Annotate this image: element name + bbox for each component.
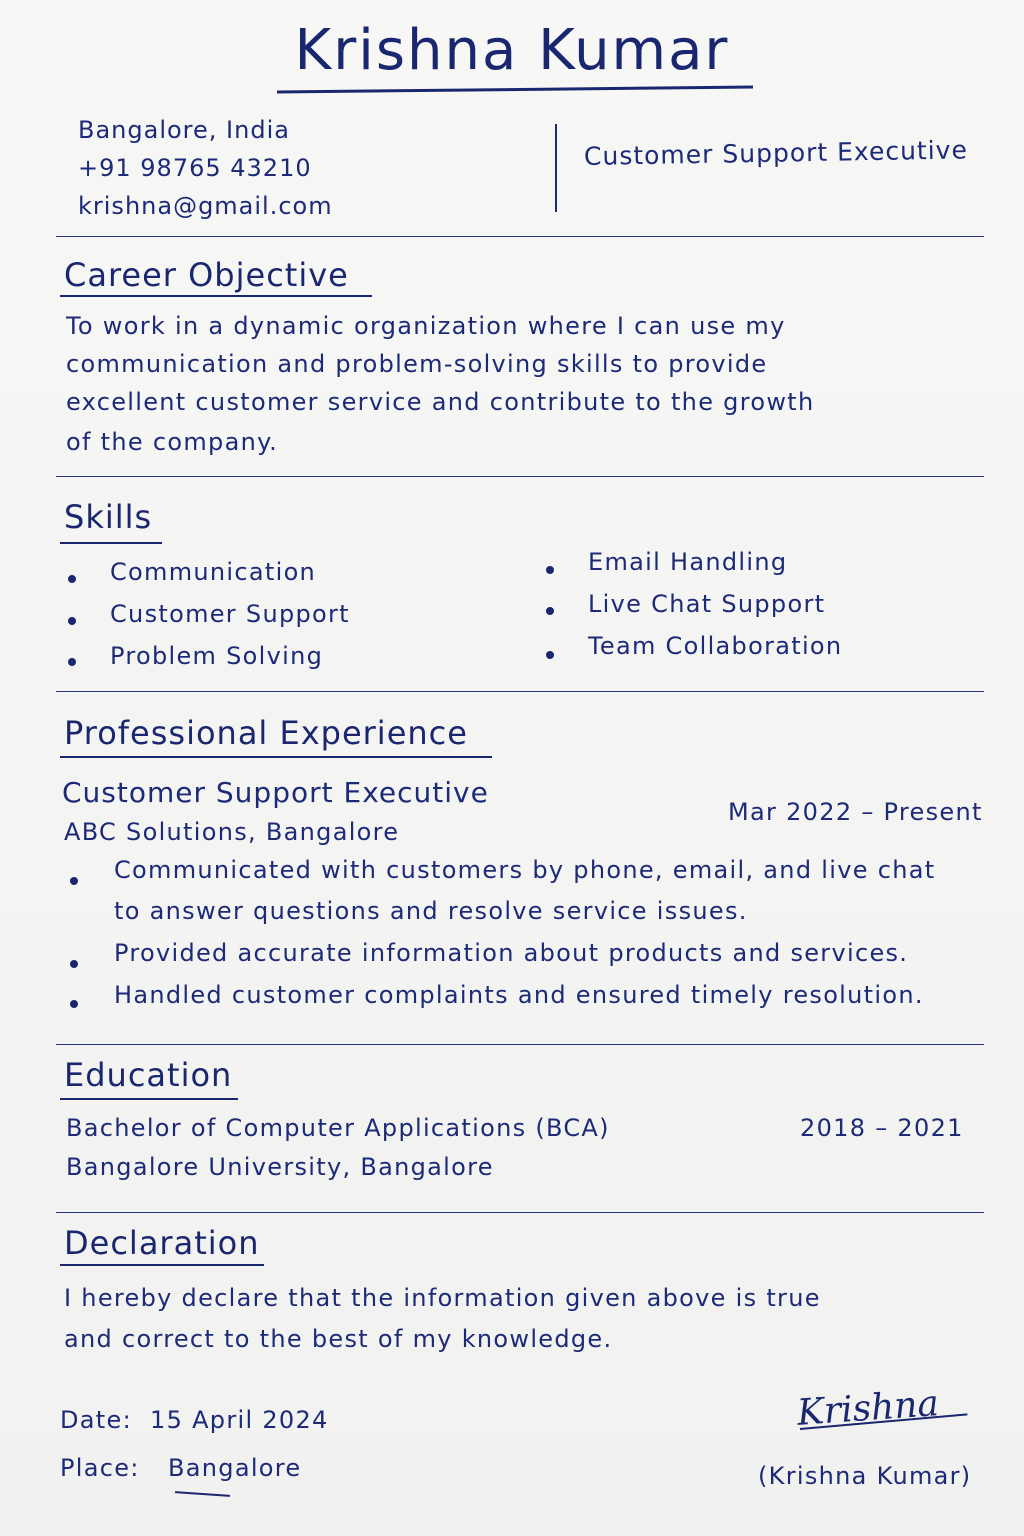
experience-heading: Professional Experience — [64, 714, 468, 752]
experience-bullet: Handled customer complaints and ensured timely resolution. — [114, 981, 924, 1009]
bullet-icon — [546, 607, 554, 615]
bullet-icon — [70, 1000, 78, 1008]
skill-item: Team Collaboration — [588, 632, 843, 660]
education-heading: Education — [64, 1056, 233, 1094]
degree-text: Bachelor of Computer Applications (BCA) — [66, 1114, 610, 1142]
skill-item: Problem Solving — [110, 642, 324, 670]
objective-line: excellent customer service and contribute to the growth — [66, 388, 815, 416]
signature-name: (Krishna Kumar) — [758, 1462, 972, 1490]
candidate-name: Krishna Kumar — [294, 18, 730, 83]
bullet-icon — [68, 617, 76, 625]
bullet-icon — [70, 877, 78, 885]
bullet-icon — [70, 960, 78, 968]
divider-experience — [56, 1044, 984, 1045]
divider-header — [56, 236, 984, 237]
company-name: ABC Solutions, Bangalore — [64, 818, 400, 846]
bullet-icon — [68, 658, 76, 666]
place-underline — [175, 1491, 230, 1497]
date-value: 15 April 2024 — [150, 1406, 329, 1434]
declaration-heading: Declaration — [64, 1224, 260, 1262]
name-underline — [277, 86, 753, 94]
target-role: Customer Support Executive — [583, 135, 969, 171]
career-objective-heading: Career Objective — [64, 256, 349, 294]
skill-item: Email Handling — [588, 548, 788, 576]
education-years: 2018 – 2021 — [800, 1114, 964, 1142]
place-value: Bangalore — [168, 1454, 302, 1482]
skill-item: Live Chat Support — [588, 590, 826, 618]
bullet-icon — [546, 566, 554, 574]
experience-bullet-continued: to answer questions and resolve service issues. — [114, 897, 748, 925]
skill-item: Customer Support — [110, 600, 350, 628]
objective-line: of the company. — [66, 428, 279, 456]
date-label: Date: — [60, 1406, 132, 1434]
skills-underline — [60, 542, 162, 544]
email-text: krishna@gmail.com — [78, 192, 333, 220]
career-objective-underline — [60, 295, 372, 297]
bullet-icon — [546, 651, 554, 659]
objective-line: communication and problem-solving skills to provide — [66, 350, 768, 378]
education-underline — [60, 1098, 238, 1100]
declaration-underline — [60, 1264, 264, 1266]
phone-text: +91 98765 43210 — [78, 154, 312, 182]
divider-education — [56, 1212, 984, 1213]
experience-underline — [60, 756, 492, 758]
objective-line: To work in a dynamic organization where I can use my — [66, 312, 786, 340]
job-title: Customer Support Executive — [62, 776, 489, 809]
signature: Krishna — [795, 1383, 941, 1434]
divider-objective — [56, 476, 984, 477]
declaration-line: and correct to the best of my knowledge. — [64, 1325, 613, 1353]
job-dates: Mar 2022 – Present — [728, 798, 983, 826]
skills-heading: Skills — [64, 498, 153, 536]
skill-item: Communication — [110, 558, 317, 586]
bullet-icon — [68, 575, 76, 583]
experience-bullet: Communicated with customers by phone, email, and live chat — [114, 856, 936, 884]
header-divider — [555, 124, 557, 212]
institution-text: Bangalore University, Bangalore — [66, 1153, 494, 1181]
place-label: Place: — [60, 1454, 140, 1482]
divider-skills — [56, 691, 984, 692]
location-text: Bangalore, India — [78, 116, 290, 144]
experience-bullet: Provided accurate information about products and services. — [114, 939, 909, 967]
declaration-line: I hereby declare that the information given above is true — [64, 1284, 821, 1312]
